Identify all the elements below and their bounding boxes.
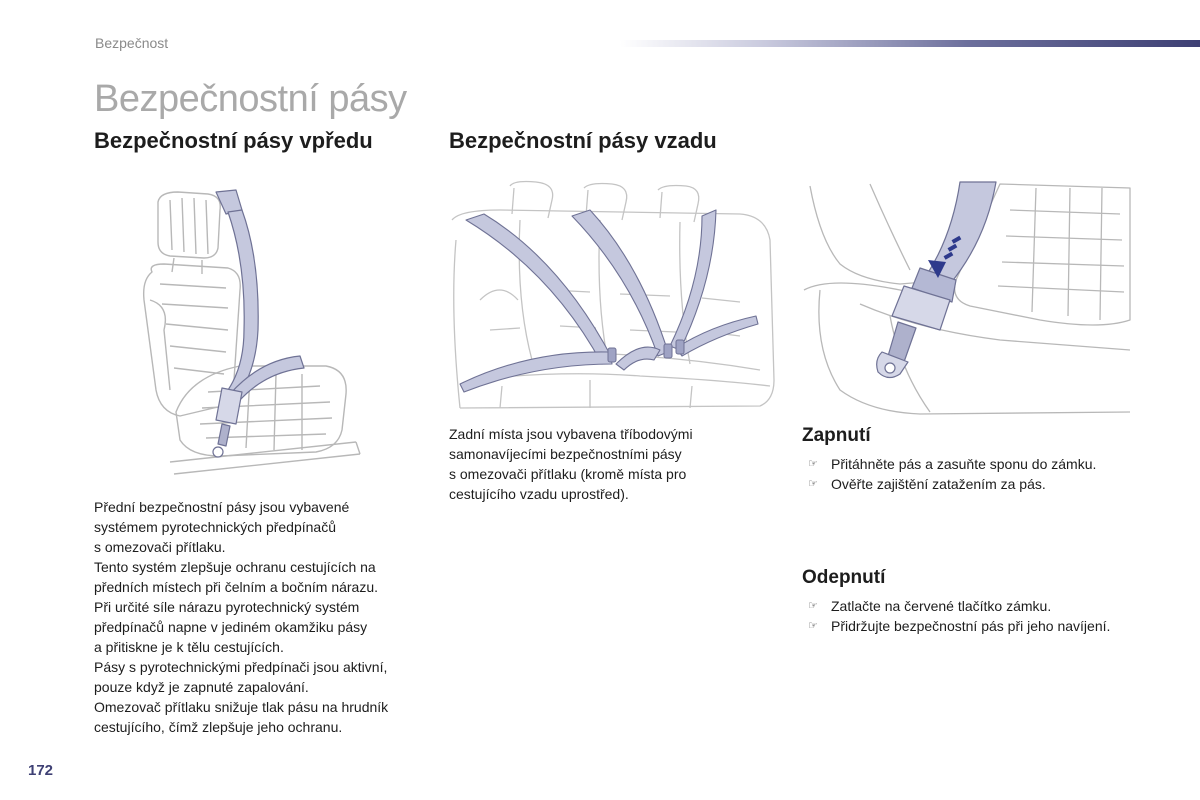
list-item: ☞ Přitáhněte pás a zasuňte sponu do zámku. bbox=[808, 456, 1097, 472]
list-item: ☞ Zatlačte na červené tlačítko zámku. bbox=[808, 598, 1052, 614]
rear-belts-heading: Bezpečnostní pásy vzadu bbox=[449, 128, 717, 153]
pointing-hand-icon: ☞ bbox=[808, 620, 818, 632]
page-number: 172 bbox=[28, 762, 54, 779]
pointing-hand-icon: ☞ bbox=[808, 478, 818, 490]
text-line: předpínačů napne v jediném okamžiku pásy bbox=[94, 619, 368, 635]
text-line: Pásy s pyrotechnickými předpínači jsou aktivní, bbox=[94, 659, 388, 675]
header-bar bbox=[620, 40, 1200, 47]
text-line: cestujícího, čímž zlepšuje jeho ochranu. bbox=[94, 719, 343, 735]
text-line: Zadní místa jsou vybavena tříbodovými bbox=[449, 426, 693, 442]
text-line: systémem pyrotechnických předpínačů bbox=[94, 519, 336, 535]
page-title: Bezpečnostní pásy bbox=[94, 78, 407, 120]
text-line: samonavíjecími bezpečnostními pásy bbox=[449, 446, 682, 462]
text-line: a přitiskne je k tělu cestujících. bbox=[94, 639, 284, 655]
pointing-hand-icon: ☞ bbox=[808, 600, 818, 612]
text-line: s omezovači přítlaku. bbox=[94, 539, 226, 555]
pointing-hand-icon: ☞ bbox=[808, 458, 818, 470]
list-item: ☞ Přidržujte bezpečnostní pás při jeho navíjení. bbox=[808, 618, 1111, 634]
fasten-instructions bbox=[808, 454, 1168, 494]
front-belts-heading: Bezpečnostní pásy vpředu bbox=[94, 128, 373, 153]
text-line: s omezovači přítlaku (kromě místa pro bbox=[449, 466, 687, 482]
rear-seat-illustration bbox=[440, 180, 780, 415]
text-line: Při určité síle nárazu pyrotechnický systém bbox=[94, 599, 360, 615]
fasten-heading: Zapnutí bbox=[802, 425, 871, 446]
front-seat-illustration bbox=[130, 180, 370, 480]
front-belts-description bbox=[94, 497, 434, 737]
rear-belts-description bbox=[449, 424, 769, 504]
section-label: Bezpečnost bbox=[95, 35, 169, 51]
release-heading: Odepnutí bbox=[802, 567, 886, 588]
list-item: ☞ Ověřte zajištění zatažením za pás. bbox=[808, 476, 1046, 492]
text-line: předních místech při čelním a bočním nárazu. bbox=[94, 579, 379, 595]
text-line: Omezovač přítlaku snižuje tlak pásu na hrudník bbox=[94, 699, 389, 715]
text-line: Tento systém zlepšuje ochranu cestujících na bbox=[94, 559, 376, 575]
text-line: cestujícího vzadu uprostřed). bbox=[449, 486, 629, 502]
text-line: Přední bezpečnostní pásy jsou vybavené bbox=[94, 499, 350, 515]
release-instructions bbox=[808, 596, 1168, 636]
buckle-illustration bbox=[800, 180, 1135, 415]
text-line: pouze když je zapnuté zapalování. bbox=[94, 679, 309, 695]
